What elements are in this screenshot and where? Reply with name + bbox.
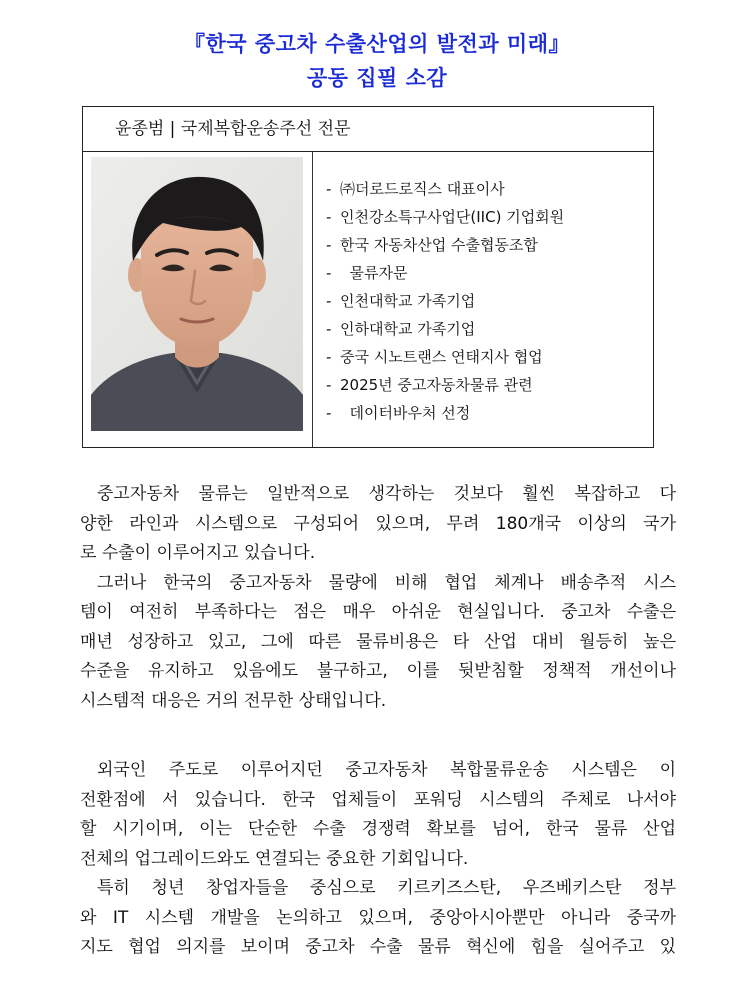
career-item-text: 인하대학교 가족기업 [340, 320, 476, 338]
career-item-text: 2025년 중고자동차물류 관련 [340, 376, 533, 394]
dash-bullet: - [326, 236, 332, 254]
text-line: 매년 성장하고 있고, 그에 따른 물류비용은 타 산업 대비 월등히 높은 [80, 631, 676, 652]
dash-bullet: - [326, 208, 332, 226]
author-photo-image [91, 157, 303, 431]
paragraph [80, 480, 676, 569]
text-line: 특히 청년 창업자들을 중심으로 키르키즈스탄, 우즈베키스탄 정부 [97, 878, 676, 898]
dash-bullet: - [326, 180, 332, 198]
text-line: 템이 여전히 부족하다는 점은 매우 아쉬운 현실입니다. 중고차 수출은 [80, 602, 676, 622]
career-list [326, 175, 564, 427]
title-line-1: 『한국 중고차 수출산업의 발전과 미래』 [183, 32, 571, 56]
dash-bullet: - [326, 320, 332, 338]
career-item-text: 한국 자동차산업 수출협동조합 [340, 236, 538, 254]
career-item [326, 343, 564, 371]
body-text [80, 480, 676, 716]
author-header: 윤종범 | 국제복합운송주선 전문 [83, 107, 653, 152]
author-profile-box [82, 106, 654, 448]
dash-bullet: - [326, 348, 332, 366]
dash-bullet: - [326, 264, 332, 282]
text-line: 전체의 업그레이드와도 연결되는 중요한 기회입니다. [80, 848, 469, 869]
title-line-2: 공동 집필 소감 [306, 66, 448, 90]
dash-bullet: - [326, 292, 332, 310]
text-line: 로 수출이 이루어지고 있습니다. [80, 543, 316, 563]
career-item [326, 259, 564, 287]
career-item-text: 데이터바우처 선정 [340, 404, 471, 422]
career-item [326, 399, 564, 427]
text-line: 양한 라인과 시스템으로 구성되어 있으며, 무려 180개국 이상의 국가 [80, 513, 676, 534]
career-item [326, 315, 564, 343]
paragraph [80, 874, 676, 963]
text-line: 지도 협업 의지를 보이며 중고차 수출 물류 혁신에 힘을 실어주고 있 [80, 937, 676, 957]
text-line: 중고자동차 물류는 일반적으로 생각하는 것보다 훨씬 복잡하고 다 [97, 484, 676, 504]
dash-bullet: - [326, 376, 332, 394]
text-line: 외국인 주도로 이루어지던 중고자동차 복합물류운송 시스템은 이 [97, 760, 676, 780]
text-line: 수준을 유지하고 있음에도 불구하고, 이를 뒷받침할 정책적 개선이나 [80, 661, 676, 681]
career-item [326, 175, 564, 203]
text-line: 그러나 한국의 중고자동차 물량에 비해 협업 체계나 배송추적 시스 [97, 572, 676, 593]
career-item-text: 물류자문 [340, 264, 408, 282]
paragraph [80, 756, 676, 874]
career-item-text: 중국 시노트랜스 연태지사 협업 [340, 348, 543, 366]
text-line: 할 시기이며, 이는 단순한 수출 경쟁력 확보를 넘어, 한국 물류 산업 [80, 819, 676, 839]
career-item [326, 371, 564, 399]
dash-bullet: - [326, 404, 332, 422]
career-item-text: 인천강소특구사업단(IIC) 기업회원 [340, 208, 565, 226]
career-item [326, 231, 564, 259]
text-line: 와 IT 시스템 개발을 논의하고 있으며, 중앙아시아뿐만 아니라 중국까 [80, 907, 676, 928]
paragraph [80, 569, 676, 717]
body-text-continued [80, 756, 676, 963]
author-photo [91, 157, 303, 431]
career-item-text: 인천대학교 가족기업 [340, 292, 476, 310]
career-item [326, 203, 564, 231]
career-item-text: ㈜더로드로직스 대표이사 [340, 180, 505, 198]
text-line: 시스템적 대응은 거의 전무한 상태입니다. [80, 690, 387, 711]
profile-divider [312, 152, 313, 447]
career-item [326, 287, 564, 315]
text-line: 전환점에 서 있습니다. 한국 업체들이 포워딩 시스템의 주체로 나서야 [80, 789, 676, 810]
